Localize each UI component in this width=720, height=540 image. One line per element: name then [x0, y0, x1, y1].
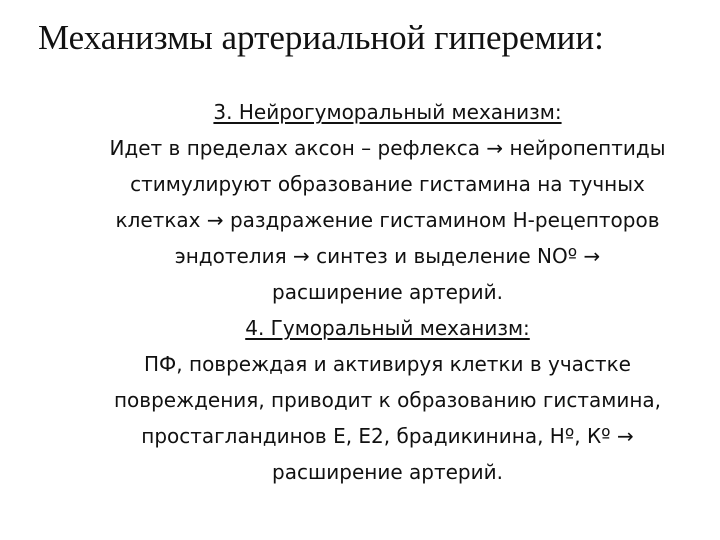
- section4-paragraph: [60, 346, 715, 490]
- paragraph-line: простагландинов Е, Е2, брадикинина, Нº, Кº →: [141, 424, 634, 448]
- paragraph-line: стимулируют образование гистамина на тучных: [130, 172, 645, 196]
- paragraph-line: ПФ, повреждая и активируя клетки в участке: [144, 352, 631, 376]
- section3-paragraph: [60, 130, 715, 310]
- paragraph-line: клетках → раздражение гистамином Н-рецепторов: [115, 208, 660, 232]
- paragraph-line: расширение артерий.: [272, 280, 503, 304]
- paragraph-line: эндотелия → синтез и выделение NOº →: [174, 244, 601, 268]
- section4-heading: 4. Гуморальный механизм:: [245, 316, 530, 340]
- paragraph-line: Идет в пределах аксон – рефлекса → нейропептиды: [109, 136, 666, 160]
- paragraph-line: повреждения, приводит к образованию гистамина,: [113, 388, 662, 412]
- slide-title: Механизмы артериальной гиперемии:: [38, 18, 604, 57]
- section3-heading: 3. Нейрогуморальный механизм:: [213, 100, 562, 124]
- paragraph-line: расширение артерий.: [272, 460, 503, 484]
- slide-body: [60, 94, 715, 490]
